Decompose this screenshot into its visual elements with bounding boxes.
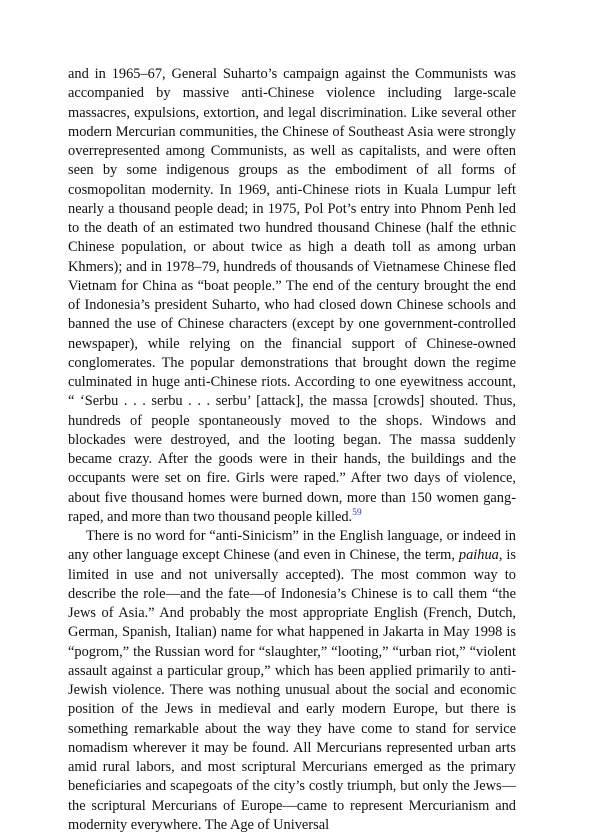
paragraph-1 [68, 65, 516, 527]
paragraph-2-text-before-italic: There is no word for “anti-Sinicism” in the English language, or indeed in any other language except Chinese (and even in Chinese, the term, [68, 528, 516, 564]
paragraph-2 [68, 527, 516, 835]
paragraph-1-text: and in 1965–67, General Suharto’s campaign against the Communists was accompanied by massive anti-Chinese violence including large-scale massacres, expulsions, extortion, and legal discrimination. Like several other modern Mercurian communities, the Chinese of Southeast Asia were strongly overrepresented among Communists, as well as capitalists, and were often seen by some indigenous groups as the embodiment of all forms of cosmopolitan modernity. In 1969, anti-Chinese riots in Kuala Lumpur left nearly a thousand people dead; in 1975, Pol Pot’s entry into Phnom Penh led to the death of an estimated two hundred thousand Chinese (half the ethnic Chinese population, or about twice as high a death toll as among urban Khmers); and in 1978–79, hundreds of thousands of Vietnamese Chinese fled Vietnam for China as “boat people.” The end of the century brought the end of Indonesia’s president Suharto, who had closed down Chinese schools and banned the use of Chinese characters (except by one government-controlled newspaper), while relying on the financial support of Chinese-owned conglomerates. The popular demonstrations that brought down the regime culminated in huge anti-Chinese riots. According to one eyewitness account, “ ‘Serbu . . . serbu . . . serbu’ [attack], the massa [crowds] shouted. Thus, hundreds of people spontaneously moved to the shops. Windows and blockades were destroyed, and the looting began. The massa suddenly became crazy. After the goods were in their hands, the buildings and the occupants were set on fire. Girls were raped.” After two days of violence, about five thousand homes were burned down, more than 150 women gang-raped, and more than two thousand people killed. [68, 66, 516, 525]
paragraph-2-italic-term: paihua [458, 547, 499, 564]
paragraph-2-text-after-italic: , is limited in use and not universally accepted). The most common way to describe the role—and the fate—of Indonesia’s Chinese is to call them “the Jews of Asia.” And probably the most appropriate English (French, Dutch, German, Spanish, Italian) name for what happened in Jakarta in May 1998 is “pogrom,” the Russian word for “slaughter,” “looting,” “urban riot,” “violent assault against a particular group,” which has been applied primarily to anti-Jewish violence. There was nothing unusual about the social and economic position of the Jews in medieval and early modern Europe, but there is something remarkable about the way they have come to stand for service nomadism wherever it may be found. All Mercurians represented urban arts amid rural labors, and most scriptural Mercurians emerged as the primary beneficiaries and scapegoats of the city’s costly triumph, but only the Jews—the scriptural Mercurians of Europe—came to represent Mercurianism and modernity everywhere. The Age of Universal [68, 547, 517, 833]
footnote-marker-59[interactable]: 59 [352, 507, 362, 518]
page-body [68, 65, 516, 835]
